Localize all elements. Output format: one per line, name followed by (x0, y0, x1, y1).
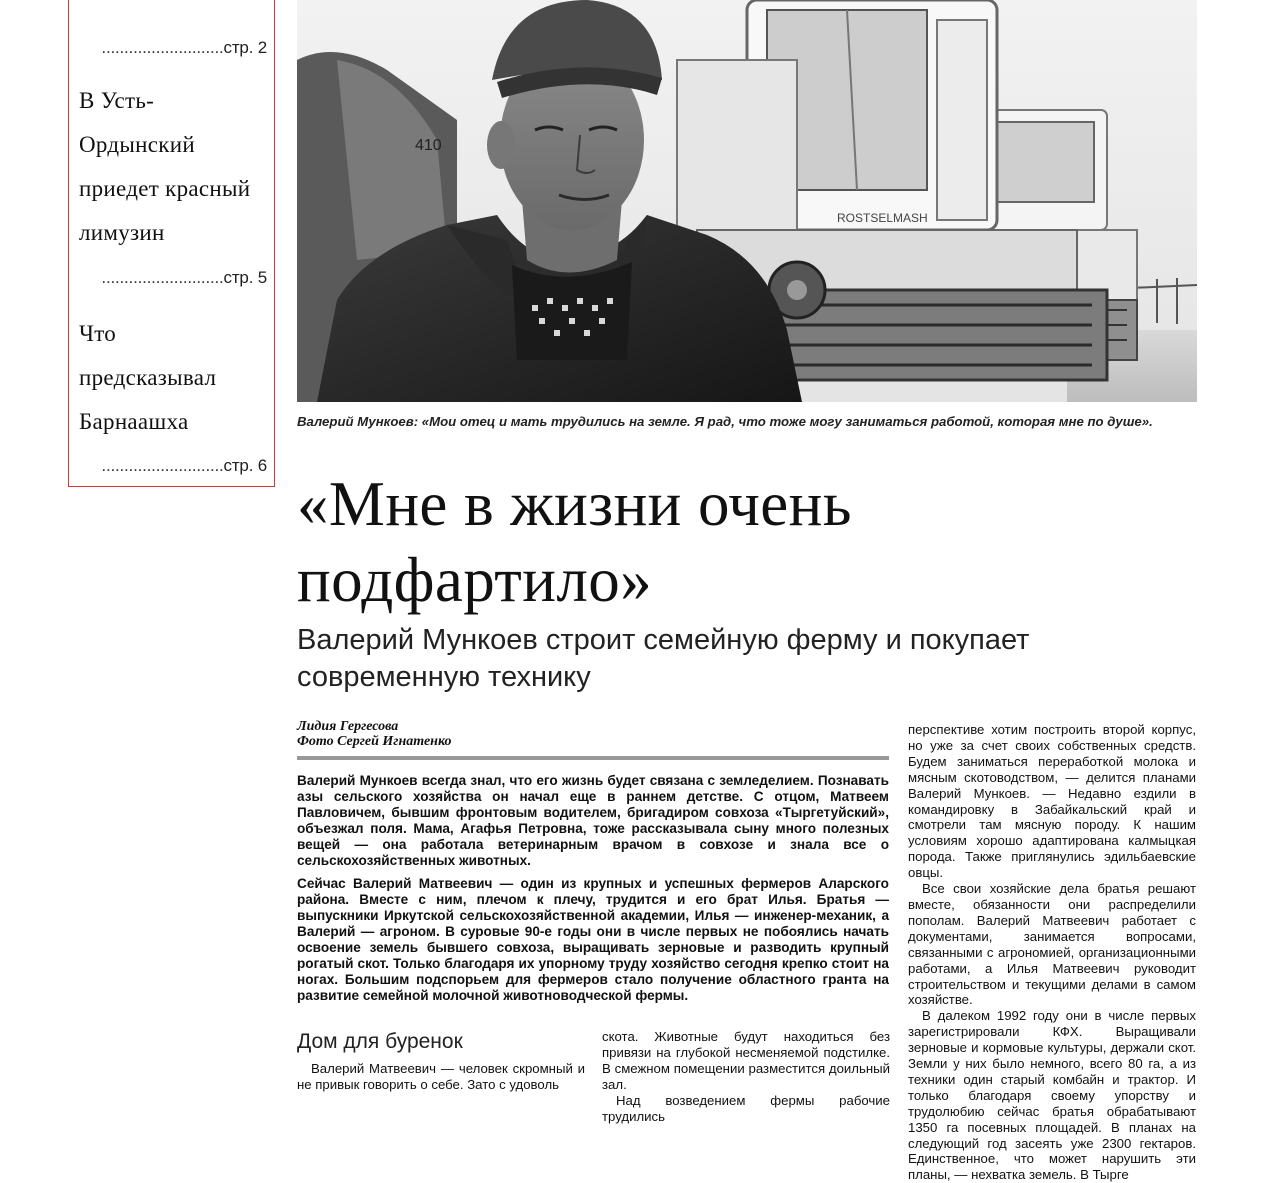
toc-item-title-2[interactable] (79, 79, 274, 255)
sidebar-contents (68, 0, 275, 487)
author-name: Лидия Гергесова (297, 719, 399, 734)
toc-dots: ........................... (101, 456, 224, 475)
toc-dots: ........................... (101, 268, 224, 287)
toc-page-number: стр. 6 (223, 456, 267, 475)
toc-title-line: лимузин (79, 220, 165, 245)
headline-line: подфартило» (297, 545, 652, 615)
article-subheadline (297, 622, 1197, 696)
body-paragraph: Над возведением фермы рабочие трудились (602, 1092, 890, 1124)
harvester-brand-label: ROSTSELMASH (837, 211, 928, 225)
photo-caption: Валерий Мункоев: «Мои отец и мать трудились на земле. Я рад, что тоже могу заниматься работой, которая мне по душе». (297, 414, 1153, 429)
byline (297, 719, 889, 749)
article-photo (297, 0, 1197, 402)
lead-paragraph: Валерий Мункоев всегда знал, что его жизнь будет связана с земледелием. Познавать азы сельского хозяйства он начал еще в раннем детстве. С отцом, Матвеем Павловичем, бывшим фронтовым водителем, бригадиром совхоза «Тыргетуйский», объезжал поля. Мама, Агафья Петровна, тоже рассказывала сыну много полезных вещей — она работала ветеринарным врачом в совхозе и знала все о сельскохозяйственных животных. (297, 773, 889, 868)
toc-page-number: стр. 2 (223, 38, 267, 57)
toc-page-ref-2[interactable] (101, 268, 267, 288)
toc-page-number: стр. 5 (223, 268, 267, 287)
article-lead (297, 773, 889, 1011)
toc-title-line: В Усть- (79, 88, 155, 113)
body-paragraph: скота. Животные будут находиться без привязи на глубокой несменяемой подстилке. В смежном помещении разместится доильный зал. (602, 1029, 890, 1092)
article-column-middle (602, 1029, 890, 1124)
toc-page-ref-3[interactable] (101, 456, 267, 476)
toc-title-line: Барнаашха (79, 409, 189, 434)
body-paragraph: В далеком 1992 году они в числе первых зарегистрировали КФХ. Выращивали зерновые и кормовые культуры, держали скот. Земли у них было немного, всего 80 га, а из техники один старый комбайн и трактор. И только благодаря своему упорству и трудолюбию сейчас братья обрабатывают 1350 га посевных площадей. В планах на следующий год засеять уже 2300 гектаров. Единственное, что может нарушить эти планы, — нехватка земель. В Тырге (908, 1008, 1196, 1183)
headline-line: «Мне в жизни очень (297, 469, 852, 539)
body-paragraph: Валерий Матвеевич — человек скромный и не привык говорить о себе. Зато с удоволь (297, 1061, 585, 1092)
body-paragraph: Все свои хозяйские дела братья решают вместе, обязанности они распределили пополам. Валерий Матвеевич работает с документами, занимается вопросами, связанными с агрономией, организационными работами, а Илья Матвеевич руководит строительством и текущими делами в самом хозяйстве. (908, 881, 1196, 1008)
article-column-left (297, 1061, 585, 1093)
subheadline-line: современную технику (297, 661, 591, 693)
lead-paragraph: Сейчас Валерий Матвеевич — один из крупных и успешных фермеров Аларского района. Вместе с ним, плечом к плечу, трудится и его брат Илья. Братья — выпускники Иркутской сельскохозяйственной академии, Илья — инженер-механик, а Валерий — агроном. В суровые 90-е годы они в числе первых не побоялись начать освоение земель бывшего совхоза, выращивать зерновые и разводить крупный рогатый скот. Только благодаря их упорному труду хозяйство сегодня крепко стоит на ногах. Большим подспорьем для фермеров стало получение областного гранта на развитие семейной молочной животноводческой фермы. (297, 876, 889, 1003)
toc-page-ref-1[interactable] (101, 38, 267, 58)
toc-title-line: Что (79, 321, 117, 346)
vehicle-number-label: 410 (415, 137, 442, 154)
photo-farmer-with-harvesters (297, 0, 1197, 402)
photo-credit: Фото Сергей Игнатенко (297, 734, 452, 749)
subheadline-line: Валерий Мункоев строит семейную ферму и покупает (297, 624, 1030, 656)
body-paragraph: перспективе хотим построить второй корпус, но уже за счет своих собственных средств. Будем заниматься переработкой молока и мясным скотоводством, — делится планами Валерий Мункоев. — Недавно ездили в командировку в Забайкальский край и смотрели там мясную породу. К нашим условиям хорошо адаптирована калмыцкая порода. Также приглянулись эдильбаевские овцы. (908, 722, 1196, 881)
article-headline (297, 466, 1197, 618)
byline-divider (297, 756, 889, 760)
toc-item-title-3[interactable] (79, 312, 274, 444)
article-column-right (908, 722, 1196, 1183)
toc-title-line: приедет красный (79, 176, 251, 201)
toc-dots: ........................... (101, 38, 224, 57)
toc-title-line: Ордынский (79, 132, 195, 157)
toc-title-line: предсказывал (79, 365, 217, 390)
subsection-title: Дом для буренок (297, 1030, 463, 1053)
